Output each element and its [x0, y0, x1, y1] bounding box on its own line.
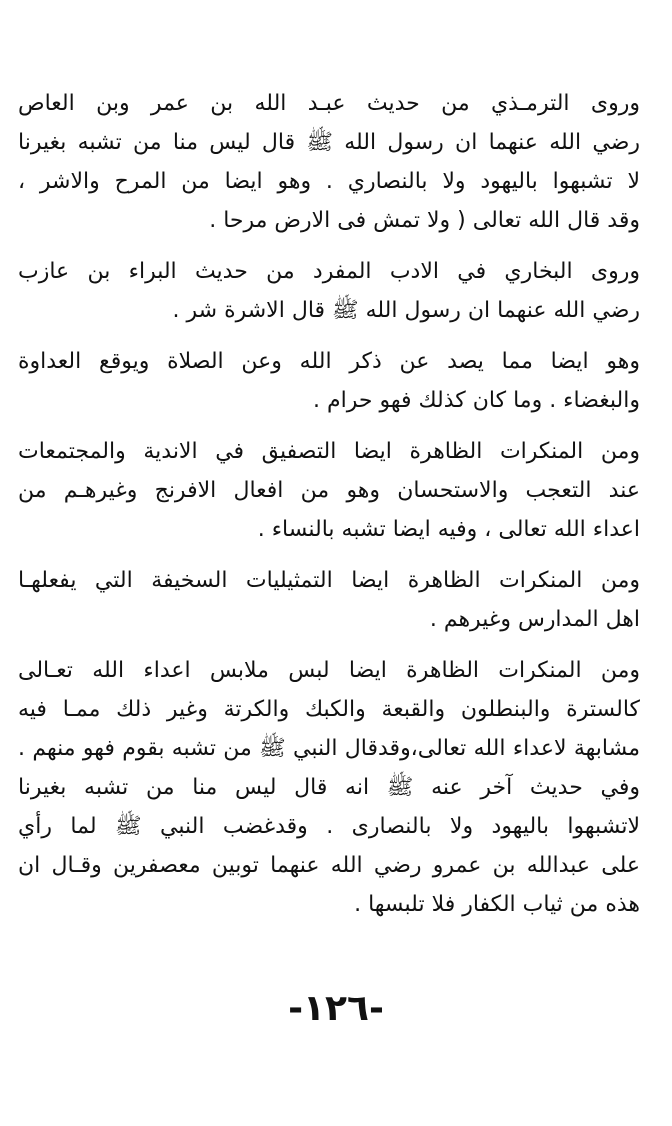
text-line: وفي حديث آخر عنه ﷺ انه قال ليس منا من تشبه بغيرنا — [18, 775, 640, 800]
text-line: لا تشبهوا باليهود ولا بالنصاري . وهو ايضا من المرح والاشر ، — [18, 169, 640, 194]
page-number: -١٢٦- — [288, 988, 384, 1029]
text-line: ومن المنكرات الظاهرة ايضا التصفيق في الاندية والمجتمعات — [18, 439, 640, 464]
text-line: ومن المنكرات الظاهرة ايضا التمثيليات السخيفة التي يفعلهـا — [18, 568, 640, 593]
text-line: مشابهة لاعداء الله تعالى،وقدقال النبي ﷺ من تشبه بقوم فهو منهم . — [18, 736, 640, 761]
text-line: وروى البخاري في الادب المفرد من حديث البراء بن عازب — [18, 259, 640, 284]
text-line: اهل المدارس وغيرهم . — [429, 607, 640, 632]
text-line: وروى الترمـذي من حديث عبـد الله بن عمر وبن العاص — [18, 91, 640, 116]
paragraph-bukhari-hadith — [18, 252, 640, 330]
text-line: اعداء الله تعالى ، وفيه ايضا تشبه بالنساء . — [257, 517, 640, 542]
text-line: ومن المنكرات الظاهرة ايضا لبس ملابس اعداء الله تعـالى — [18, 658, 640, 683]
text-line: لاتشبهوا باليهود ولا بالنصارى . وقدغضب النبي ﷺ لما رأي — [18, 814, 640, 839]
text-line: وقد قال الله تعالى ( ولا تمش فى الارض مرحا . — [209, 208, 640, 233]
paragraph-tirmidhi-hadith — [18, 84, 640, 240]
paragraph-clapping — [18, 432, 640, 549]
text-line: والبغضاء . وما كان كذلك فهو حرام . — [313, 388, 640, 413]
paragraph-clothing — [18, 651, 640, 924]
text-line: هذه من ثياب الكفار فلا تلبسها . — [354, 892, 640, 917]
text-line: رضي الله عنهما ان رسول الله ﷺ قال الاشرة شر . — [172, 298, 640, 323]
paragraph-prohibition — [18, 342, 640, 420]
text-line: على عبدالله بن عمرو رضي الله عنهما توبين معصفرين وقـال ان — [18, 853, 640, 878]
text-line: عند التعجب والاستحسان وهو من افعال الافرنج وغيرهـم من — [18, 478, 640, 503]
text-line: رضي الله عنهما ان رسول الله ﷺ قال ليس منا من تشبه بغيرنا — [18, 130, 640, 155]
text-line: وهو ايضا مما يصد عن ذكر الله وعن الصلاة ويوقع العداوة — [18, 349, 640, 374]
page-body — [18, 84, 640, 936]
paragraph-plays — [18, 561, 640, 639]
text-line: كالسترة والبنطلون والقبعة والكبك والكرتة وغير ذلك ممـا فيه — [18, 697, 640, 722]
